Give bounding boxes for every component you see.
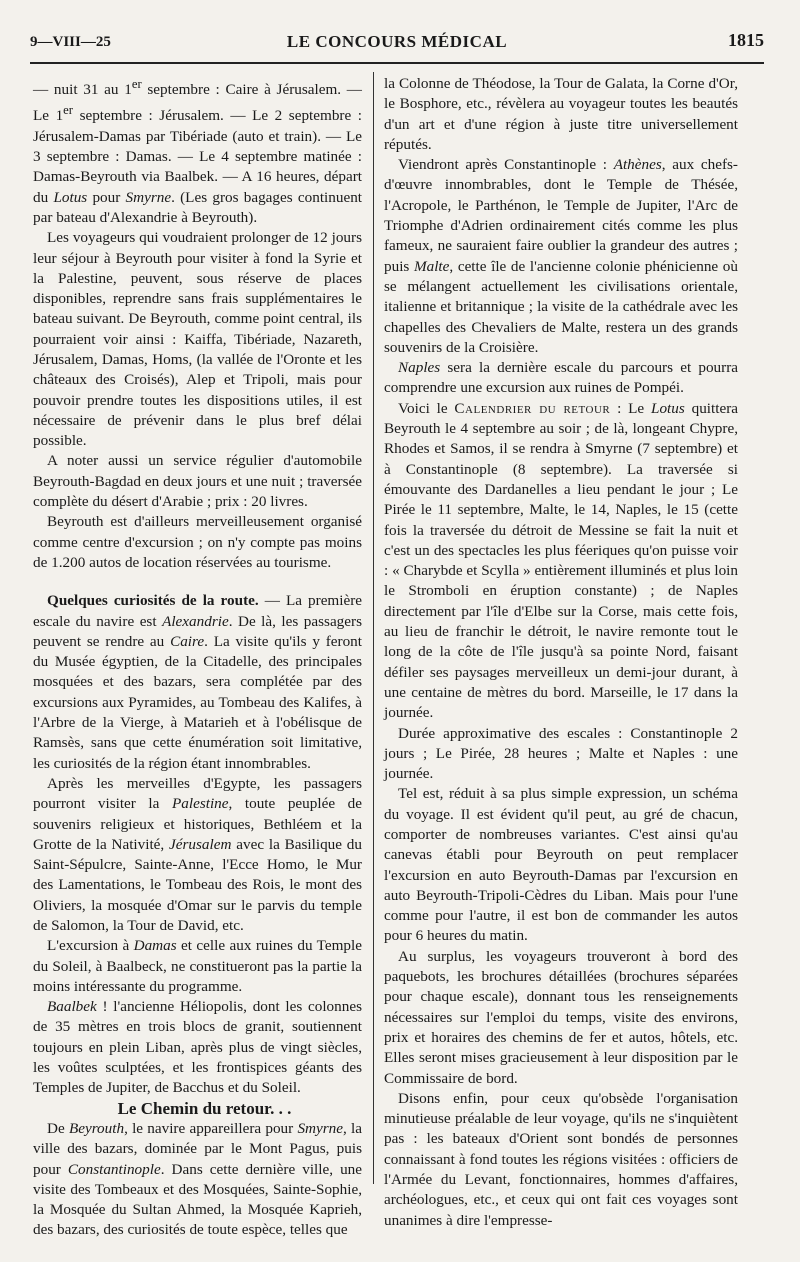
left-column-paragraph: L'excursion à Damas et celle aux ruines du Temple du Soleil, à Baalbeck, ne constitueront pas la partie la moins intéressante du programme. xyxy=(33,937,362,995)
left-column-paragraph: — nuit 31 au 1er septembre : Caire à Jérusalem. — Le 1er septembre : Jérusalem. — Le 2 septembre : Jérusalem-Damas par Tibériade (auto et train). — Le 3 septembre : Damas. — Le 4 septembre matinée : Damas-Beyrouth via Baalbek. — A 16 heures, départ du Lotus pour Smyrne. (Les gros bagages continuent par bateau d'Alexandrie à Beyrouth). xyxy=(33,77,363,226)
right-column-paragraph: Viendront après Constantinople : Athènes, aux chefs-d'œuvre innombrables, dont le Temple de Thésée, l'Acropole, le Parthénon, le Temple de Jupiter, l'Arc de Triomphe d'Adrien ordinairement cités comme les plus fameux, ne sauraient faire oublier la grandeur des autres ; puis Malte, cette île de l'ancienne colonie phénicienne où se mélangent actuellement les civilisations orientale, italienne et britannique ; la visite de la cathédrale avec les chapelles des Chevaliers de Malte, restera un des grands souvenirs de la Croisière. xyxy=(384,156,738,356)
journal-title: LE CONCOURS MÉDICAL xyxy=(286,32,508,51)
left-column-paragraph: A noter aussi un service régulier d'automobile Beyrouth-Bagdad en deux jours et une nuit ; traversée complète du désert d'Arabie ; prix : 20 livres. xyxy=(33,452,362,511)
right-column-paragraph: Naples sera la dernière escale du parcours et pourra comprendre une excursion aux ruines de Pompéi. xyxy=(384,359,738,397)
issue-reference: 9—VIII—25 xyxy=(30,34,111,50)
right-column xyxy=(384,74,738,1231)
left-column-paragraph: Après les merveilles d'Egypte, les passagers pourront visiter la Palestine, toute peuplée de souvenirs religieux et historiques, Bethléem et la Grotte de la Nativité, Jérusalem avec la Basilique du Saint-Sépulcre, Sainte-Anne, l'Ecce Homo, le Mur des Lamentations, le Tombeau des Rois, le mont des Oliviers, la mosquée d'Omar sur le parvis du temple de Salomon, la Tour de David, etc. xyxy=(33,774,362,934)
right-column-paragraph: la Colonne de Théodose, la Tour de Galata, la Corne d'Or, le Bosphore, etc., révèlera au voyageur toutes les beautés d'un art et d'une région à juste titre universellement réputés. xyxy=(384,75,738,153)
left-column-paragraph: Baalbek ! l'ancienne Héliopolis, dont les colonnes de 35 mètres en trois blocs de granit, soutiennent toujours en plein Liban, après plus de vingt siècles, les voûtes sculptées, et les frontispices géants des Temples de Jupiter, de Bacchus et du Soleil. xyxy=(33,998,362,1097)
right-column-paragraph: Au surplus, les voyageurs trouveront à bord des paquebots, les brochures détaillées (brochures séparées pour chaque escale), donnant tous les renseignements nécessaires sur l'emploi du temps, visite des environs, prix et horaires des chemins de fer et autos, hôtels, etc. Elles seront mises gracieusement à leur disposition par le Commissaire de bord. xyxy=(384,947,738,1087)
section-spacer xyxy=(33,573,362,591)
left-column xyxy=(33,74,362,1241)
page-number: 1815 xyxy=(728,30,764,50)
column-divider xyxy=(373,72,374,1184)
right-column-paragraph: Durée approximative des escales : Constantinople 2 jours ; Le Pirée, 28 heures ; Malte et Naples : une journée. xyxy=(384,724,738,783)
left-column-paragraph: Quelques curiosités de la route. — La première escale du navire est Alexandrie. De là, les passagers peuvent se rendre au Caire. La visite qu'ils y feront du Musée égyptien, de la Citadelle, des principales mosquées et des bazars, sera complétée par des excursions aux Pyramides, au Tombeau des Kalifes, à l'Arbre de la Vierge, à Matarieh et à l'obélisque de Ramsès, sans que cette énumération soit limitative, les curiosités de la région étant innombrables. xyxy=(33,592,363,772)
right-column-paragraph: Tel est, réduit à sa plus simple expression, un schéma du voyage. Il est évident qu'il peut, au gré de chacun, comporter de nombreuses variantes. C'est ainsi qu'au canevas établi pour Beyrouth on peut remplacer l'excursion en auto Beyrouth-Damas par l'excursion en auto Beyrouth-Tripoli-Cèdres du Liban. Mais pour l'une comme pour l'autre, il est bon de commander les autos pour 6 heures du matin. xyxy=(384,785,738,945)
page-header xyxy=(30,30,764,58)
right-column-paragraph: Disons enfin, pour ceux qu'obsède l'organisation minutieuse préalable de leur voyage, qu'ils ne s'inquiètent pas : les bateaux d'Orient sont bondés de personnes connaissant à fond toutes les régions visitées : officiers de l'Armée du Levant, fonctionnaires, hommes d'affaires, archéologues, etc., et ceux qui ont fait ces voyages sont unanimes à dire l'empresse- xyxy=(384,1089,738,1229)
section-heading: Le Chemin du retour. . . xyxy=(117,1098,292,1118)
right-column-paragraph: Voici le Calendrier du retour : Le Lotus quittera Beyrouth le 4 septembre au soir ; de là, longeant Chypre, Rhodes et Samos, il se rendra à Smyrne (7 septembre) et à Constantinople (8 septembre). La traversée si émouvante des Dardanelles a lieu pendant le jour ; Le Pirée le 11 septembre, Malte, le 14, Naples, le 15 (cette fois la traversée du détroit de Messine se fait la nuit et c'est un des spectacles les plus féeriques qu'on puisse voir : « Charybde et Scylla » entièrement illuminés et plus loin le Stromboli en éruption constante) ; de Naples directement par l'île d'Elbe sur la Corse, mais cette fois, au lieu de franchir le détroit, le navire remonte tout le long de la côte de l'île jusqu'à sa pointe Nord, faisant défiler ses paysages merveilleux un demi-jour durant, à une centaine de mètres du bord. Marseille, le 17 dans la journée. xyxy=(384,399,738,722)
left-column-paragraph: Beyrouth est d'ailleurs merveilleusement organisé comme centre d'excursion ; on n'y compte pas moins de 1.200 autos de location réservées au tourisme. xyxy=(33,513,362,571)
header-rule xyxy=(30,62,764,64)
left-column-paragraph: Les voyageurs qui voudraient prolonger de 12 jours leur séjour à Beyrouth pour visiter à fond la Syrie et la Palestine, peuvent, sous réserve de places disponibles, reprendre sans frais supplémentaires le bateau suivant. De Beyrouth, comme point central, ils pourraient voir ainsi : Kaiffa, Tibériade, Nazareth, Jérusalem, Damas, Homs, (la vallée de l'Oronte et les châteaux des Croisés), Alep et Tripoli, mais pour pouvoir prendre toutes les dispositions utiles, il est nécessaire de prévenir dans le plus bref délai possible. xyxy=(33,229,362,450)
left-column-paragraph: De Beyrouth, le navire appareillera pour Smyrne, la ville des bazars, dominée par le Mont Pagus, puis pour Constantinople. Dans cette dernière ville, une visite des Tombeaux et des Mosquées, Sainte-Sophie, la Mosquée du Sultan Ahmed, la Mosquée Kaprieh, des bazars, des curiosités de toute espèce, telles que xyxy=(33,1119,362,1239)
